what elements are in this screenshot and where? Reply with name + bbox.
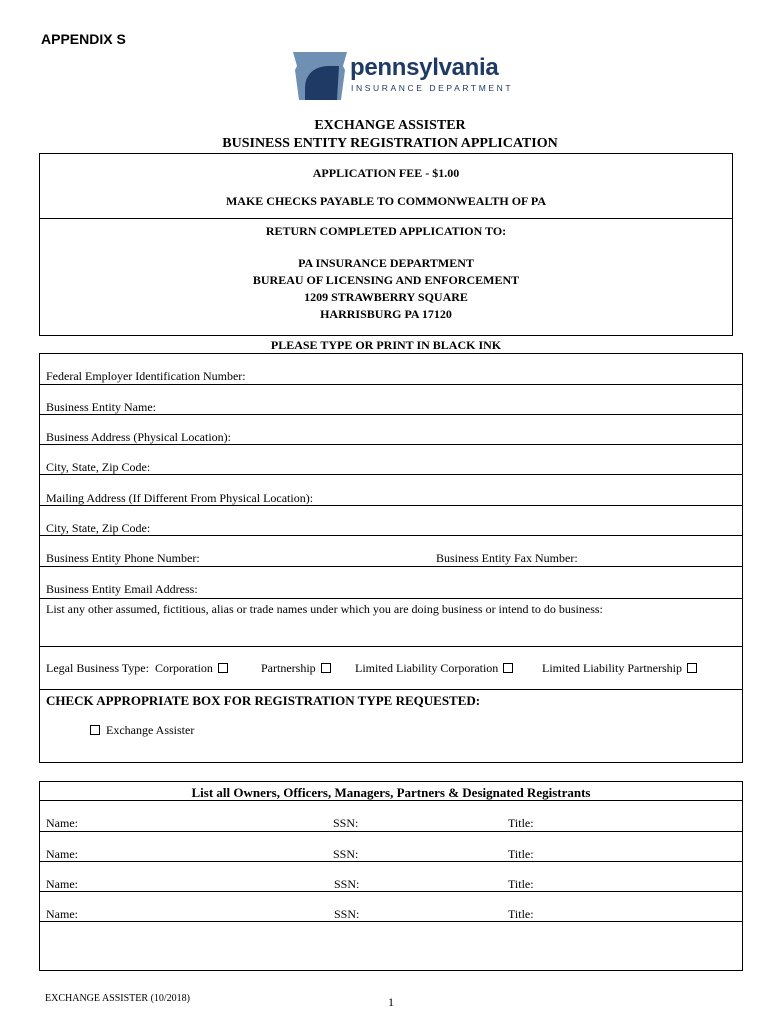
llc-option	[355, 661, 513, 676]
fein-field[interactable]	[39, 384, 743, 385]
form-title-line1: EXCHANGE ASSISTER	[314, 118, 466, 133]
llp-option-label: Limited Liability Partnership	[542, 661, 682, 675]
legal-type-row	[46, 661, 228, 676]
mailing-city-label: City, State, Zip Code:	[46, 521, 151, 535]
exchange-assister-option	[88, 723, 194, 738]
city-state-zip-field[interactable]	[39, 474, 743, 475]
ink-instruction: PLEASE TYPE OR PRINT IN BLACK INK	[270, 338, 502, 352]
owner-ssn-label: SSN:	[333, 816, 359, 830]
corporation-option-label: Corporation	[154, 661, 213, 675]
business-name-label: Business Entity Name:	[46, 400, 156, 414]
business-address-field[interactable]	[39, 444, 743, 445]
email-field[interactable]	[39, 598, 743, 599]
form-title-line2: BUSINESS ENTITY REGISTRATION APPLICATION	[222, 136, 558, 151]
owner-row-field[interactable]	[39, 861, 743, 862]
form-id: EXCHANGE ASSISTER (10/2018)	[45, 993, 191, 1004]
email-label: Business Entity Email Address:	[46, 582, 198, 596]
owners-heading: List all Owners, Officers, Managers, Partners & Designated Registrants	[191, 785, 591, 800]
address-line-3: 1209 STRAWBERRY SQUARE	[304, 290, 468, 304]
owner-title-label: Title:	[508, 847, 534, 861]
other-names-label: List any other assumed, fictitious, alias or trade names under which you are doing business or intend to do business:	[46, 602, 603, 616]
owner-ssn-label: SSN:	[333, 847, 359, 861]
city-state-zip-label: City, State, Zip Code:	[46, 460, 151, 474]
appendix-label: APPENDIX S	[41, 31, 126, 47]
legal-type-label: Legal Business Type:	[46, 661, 149, 675]
owner-name-label: Name:	[46, 847, 78, 861]
divider	[39, 800, 743, 801]
logo-wordmark: pennsylvania	[350, 54, 499, 81]
llc-checkbox[interactable]	[503, 663, 513, 673]
page-number: 1	[388, 995, 394, 1009]
owner-ssn-label: SSN:	[334, 877, 360, 891]
business-name-field[interactable]	[39, 414, 743, 415]
fee-text: APPLICATION FEE - $1.00	[312, 166, 460, 180]
exchange-assister-checkbox[interactable]	[90, 725, 100, 735]
divider	[39, 689, 743, 690]
llc-option-label: Limited Liability Corporation	[355, 661, 499, 675]
partnership-option-label: Partnership	[261, 661, 316, 675]
partnership-option	[261, 661, 331, 676]
partnership-checkbox[interactable]	[321, 663, 331, 673]
phone-fax-field[interactable]	[39, 566, 743, 567]
owners-box	[39, 781, 743, 971]
divider	[39, 218, 733, 219]
payable-text: MAKE CHECKS PAYABLE TO COMMONWEALTH OF PA	[225, 194, 547, 208]
llp-option	[542, 661, 697, 676]
mailing-address-field[interactable]	[39, 505, 743, 506]
address-line-4: HARRISBURG PA 17120	[320, 307, 452, 321]
owner-name-label: Name:	[46, 907, 78, 921]
phone-label: Business Entity Phone Number:	[46, 551, 200, 565]
llp-checkbox[interactable]	[687, 663, 697, 673]
owner-name-label: Name:	[46, 816, 78, 830]
other-names-field[interactable]	[39, 646, 743, 647]
address-line-1: PA INSURANCE DEPARTMENT	[298, 256, 474, 270]
corporation-checkbox[interactable]	[218, 663, 228, 673]
exchange-assister-label: Exchange Assister	[106, 723, 195, 737]
address-line-2: BUREAU OF LICENSING AND ENFORCEMENT	[252, 273, 520, 287]
owner-row-field[interactable]	[39, 891, 743, 892]
fax-label: Business Entity Fax Number:	[436, 551, 578, 565]
owner-name-label: Name:	[46, 877, 78, 891]
mailing-city-field[interactable]	[39, 535, 743, 536]
owner-title-label: Title:	[508, 907, 534, 921]
business-address-label: Business Address (Physical Location):	[46, 430, 231, 444]
owner-row-field[interactable]	[39, 831, 743, 832]
fein-label: Federal Employer Identification Number:	[46, 369, 246, 383]
owner-row-field[interactable]	[39, 921, 743, 922]
logo-subtitle: INSURANCE DEPARTMENT	[351, 83, 514, 93]
registration-heading: CHECK APPROPRIATE BOX FOR REGISTRATION TYPE REQUESTED:	[46, 693, 481, 708]
return-label: RETURN COMPLETED APPLICATION TO:	[265, 224, 507, 238]
owner-title-label: Title:	[508, 816, 534, 830]
owner-ssn-label: SSN:	[334, 907, 360, 921]
owner-title-label: Title:	[508, 877, 534, 891]
mailing-address-label: Mailing Address (If Different From Physical Location):	[46, 491, 314, 505]
